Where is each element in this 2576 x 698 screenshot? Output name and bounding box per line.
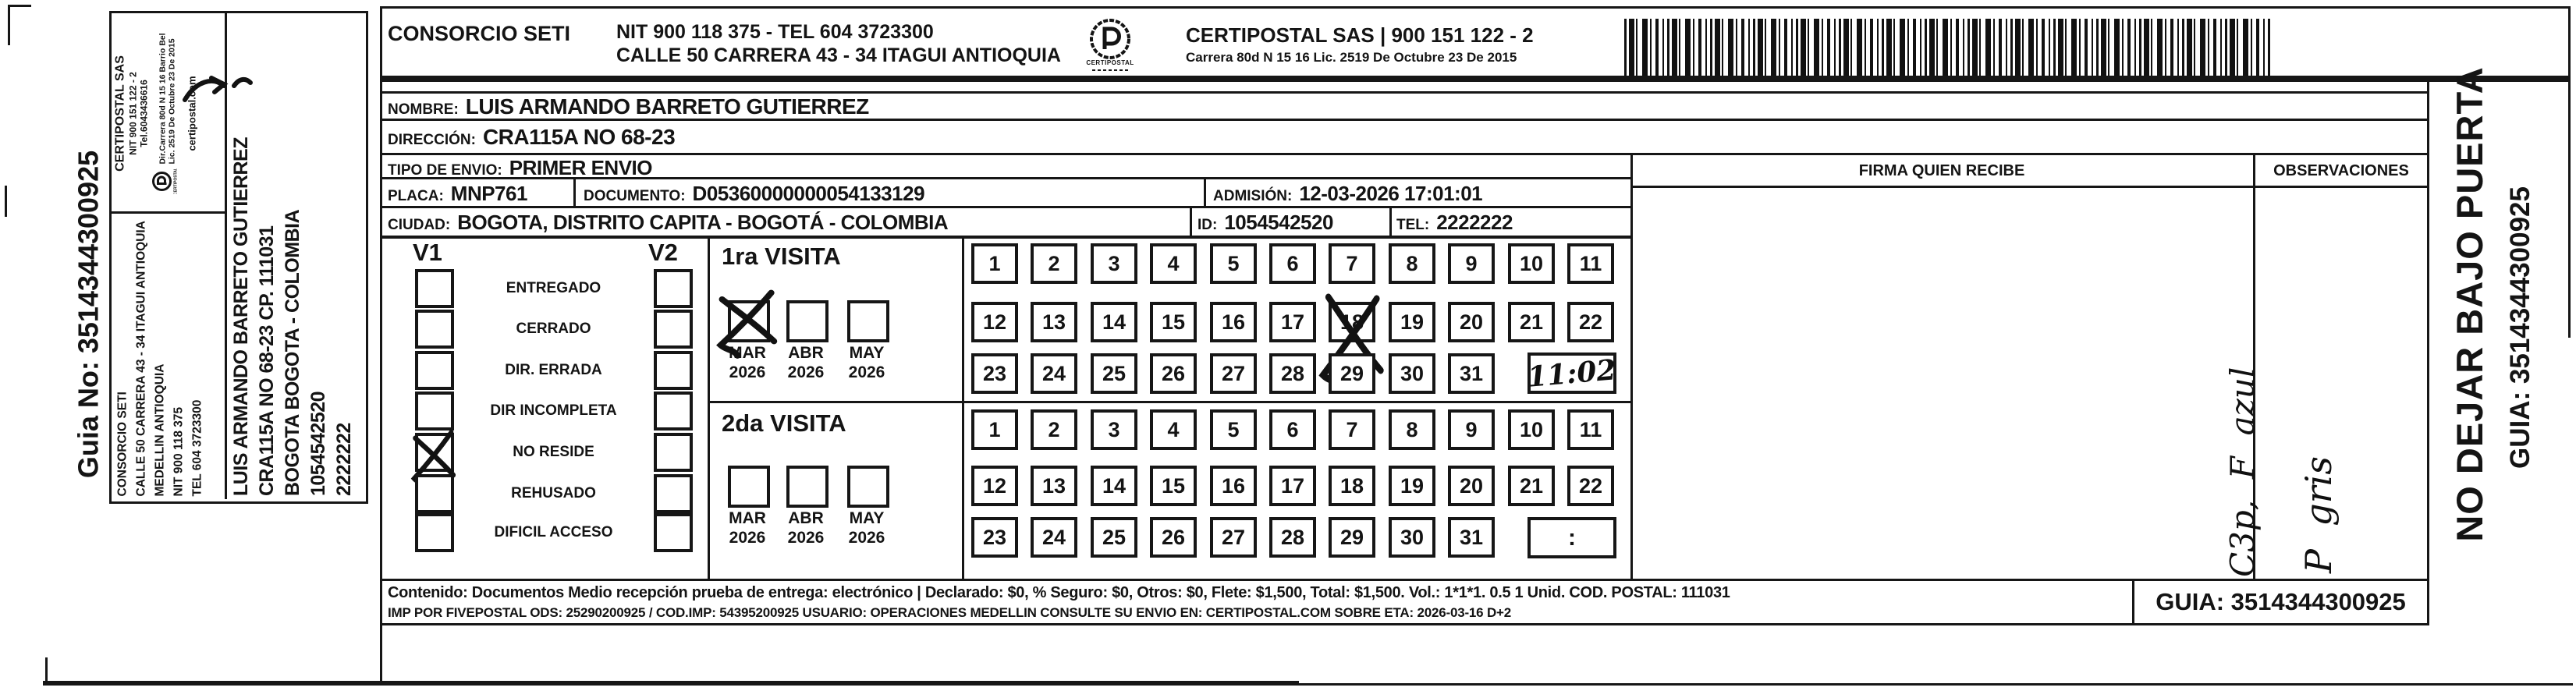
admision-value: 12-03-2026 17:01:01 — [1299, 182, 1483, 205]
decorative — [1213, 182, 1482, 206]
month-checkbox[interactable] — [786, 300, 829, 342]
v1-status-checkbox[interactable] — [415, 269, 454, 308]
day-cell[interactable]: 12 — [971, 466, 1018, 506]
header-company: CONSORCIO SETI — [388, 22, 571, 45]
day-cell[interactable]: 20 — [1448, 466, 1495, 506]
scan-mark — [45, 657, 48, 682]
stub-receiver-line: 1054542520 — [307, 391, 329, 496]
day-cell[interactable]: 13 — [1031, 302, 1077, 342]
decorative — [151, 169, 179, 194]
decorative — [388, 182, 527, 206]
header-logo-caption: CERTIPOSTAL — [1086, 59, 1134, 66]
stub-logo-row — [151, 16, 183, 211]
stub-consorcio-line: TEL 604 3723300 — [190, 399, 204, 497]
day-cell[interactable]: 10 — [1508, 243, 1555, 284]
day-cell[interactable]: 27 — [1210, 353, 1257, 394]
header-address: CALLE 50 CARRERA 43 - 34 ITAGUI ANTIOQUIA — [616, 44, 1061, 66]
day-cell[interactable]: 5 — [1210, 243, 1257, 284]
day-cell[interactable]: 24 — [1031, 517, 1077, 558]
decorative — [1083, 14, 1137, 76]
v1-status-checkbox[interactable] — [415, 310, 454, 349]
stub-receiver-line: 2222222 — [333, 423, 355, 496]
v1-status-checkbox[interactable] — [415, 351, 454, 390]
v2-status-checkbox[interactable] — [654, 474, 693, 513]
divider — [1190, 206, 1192, 238]
decorative — [182, 72, 227, 106]
day-cell[interactable]: 18 — [1329, 302, 1375, 342]
day-cell[interactable]: 31 — [1448, 353, 1495, 394]
day-cell[interactable]: 26 — [1150, 517, 1197, 558]
day-cell[interactable]: 23 — [971, 353, 1018, 394]
day-cell[interactable]: 16 — [1210, 466, 1257, 506]
year-label: 2026 — [848, 529, 885, 547]
ciudad-value: BOGOTA, DISTRITO CAPITA - BOGOTÁ - COLOMBIA — [457, 211, 949, 234]
scan-top-line — [380, 6, 2571, 9]
visit1-time-cell[interactable] — [1528, 353, 1616, 394]
header-right-line2: Carrera 80d N 15 16 Lic. 2519 De Octubre 23 De 2015 — [1186, 50, 1517, 65]
day-cell[interactable]: 4 — [1150, 409, 1197, 450]
day-cell[interactable]: 11 — [1567, 409, 1614, 450]
day-cell[interactable]: 19 — [1389, 466, 1435, 506]
day-cell[interactable]: 2 — [1031, 409, 1077, 450]
decorative — [584, 182, 924, 206]
right-edge-guia-number: GUIA: 3514344300925 — [2505, 186, 2535, 469]
month-label: ABR — [788, 344, 824, 362]
day-cell[interactable]: 30 — [1389, 353, 1435, 394]
certipostal-logo-icon — [1083, 14, 1137, 76]
status-label: DIR. ERRADA — [505, 362, 602, 378]
main-top-border — [380, 76, 2571, 82]
v1-status-checkbox[interactable] — [415, 392, 454, 430]
divider — [380, 153, 2429, 155]
placa-value: MNP761 — [450, 182, 527, 205]
year-label: 2026 — [848, 363, 885, 381]
year-label: 2026 — [729, 529, 766, 547]
footer-guia-number: GUIA: 3514344300925 — [2156, 588, 2406, 615]
stub-certipostal-web: certipostal.com — [186, 76, 198, 151]
status-checklist — [380, 236, 708, 581]
divider — [1630, 153, 1633, 581]
divider — [1204, 177, 1206, 208]
admision-label: ADMISIÓN: — [1213, 188, 1293, 204]
day-cell[interactable]: 10 — [1508, 409, 1555, 450]
decorative — [158, 33, 176, 164]
v1-status-checkbox[interactable] — [415, 474, 454, 513]
month-checkbox[interactable] — [728, 466, 770, 508]
month-checkbox[interactable] — [786, 466, 829, 508]
month-label: MAY — [849, 344, 885, 362]
day-cell[interactable]: 30 — [1389, 517, 1435, 558]
stub-guia-number: Guia No: 3514344300925 — [72, 150, 105, 479]
certipostal-logo-icon — [151, 169, 183, 194]
day-cell[interactable]: 22 — [1567, 302, 1614, 342]
stub-divider — [109, 211, 227, 214]
day-cell[interactable]: 28 — [1269, 517, 1316, 558]
id-value: 1054542520 — [1224, 211, 1333, 234]
visit2-time-cell[interactable] — [1528, 517, 1616, 558]
month-label: ABR — [788, 509, 824, 527]
stub-consorcio-line: MEDELLIN ANTIOQUIA — [153, 363, 167, 497]
year-label: 2026 — [787, 529, 825, 547]
decorative — [232, 75, 252, 89]
scan-mark — [5, 186, 7, 217]
day-cell[interactable]: 14 — [1091, 466, 1137, 506]
visit1-title: 1ra VISITA — [722, 243, 841, 270]
day-cell[interactable]: 19 — [1389, 302, 1435, 342]
day-cell[interactable]: 29 — [1329, 517, 1375, 558]
divider — [380, 623, 2429, 625]
scan-bottom-line — [43, 683, 2573, 686]
status-label: REHUSADO — [511, 485, 596, 501]
day-cell[interactable]: 27 — [1210, 517, 1257, 558]
day-cell[interactable]: 7 — [1329, 243, 1375, 284]
tipo-envio-label: TIPO DE ENVIO: — [388, 162, 502, 179]
divider — [1389, 206, 1392, 238]
month-checkbox[interactable] — [847, 300, 889, 342]
v2-status-checkbox[interactable] — [654, 269, 693, 308]
v1-header: V1 — [413, 239, 442, 266]
direccion-value: CRA115A NO 68-23 — [482, 125, 676, 149]
footer-content-line2: IMP POR FIVEPOSTAL ODS: 25290200925 / COD.IMP: 54395200925 USUARIO: OPERACIONES MEDELLIN CONSULTE SU ENVIO EN: CERTIPOSTAL.COM SOBRE ETA: 2026-03-16 D+2 — [388, 605, 1512, 620]
year-label: 2026 — [729, 363, 766, 381]
status-label: NO RESIDE — [513, 444, 594, 460]
day-cell[interactable]: 9 — [1448, 243, 1495, 284]
status-label: DIFICIL ACCESO — [494, 524, 613, 540]
pen-mark-icon — [182, 72, 227, 106]
decorative — [388, 211, 948, 235]
day-cell[interactable]: 14 — [1091, 302, 1137, 342]
handwritten-note-firma: C3p, F azul — [2223, 367, 2262, 577]
v2-status-checkbox[interactable] — [654, 310, 693, 349]
status-label: CERRADO — [516, 321, 591, 337]
day-cell[interactable]: 24 — [1031, 353, 1077, 394]
day-cell[interactable]: 26 — [1150, 353, 1197, 394]
month-label: MAY — [849, 509, 885, 527]
stub-consorcio-line: CALLE 50 CARRERA 43 - 34 ITAGUI ANTIOQUIA — [134, 221, 148, 497]
header-nit-tel: NIT 900 118 375 - TEL 604 3723300 — [616, 21, 934, 43]
v2-status-checkbox[interactable] — [654, 433, 693, 472]
documento-value: D05360000000054133129 — [692, 182, 925, 205]
day-cell[interactable]: 3 — [1091, 243, 1137, 284]
divider — [380, 206, 1633, 208]
scan-mark — [8, 5, 10, 45]
visit1-section — [708, 238, 962, 401]
divider — [380, 91, 2429, 94]
day-cell[interactable]: 25 — [1091, 353, 1137, 394]
stub-certipostal-name: CERTIPOSTAL SAS — [113, 55, 127, 172]
pen-mark-icon — [232, 75, 252, 89]
day-cell[interactable]: 12 — [971, 302, 1018, 342]
divider — [1630, 186, 2429, 188]
day-cell[interactable]: 17 — [1269, 466, 1316, 506]
stub-receiver-line: BOGOTA BOGOTA - COLOMBIA — [282, 209, 303, 496]
placa-label: PLACA: — [388, 188, 444, 204]
tel-value: 2222222 — [1436, 211, 1513, 234]
month-label: MAR — [729, 509, 766, 527]
observaciones-header: OBSERVACIONES — [2273, 161, 2409, 179]
day-cell[interactable]: 15 — [1150, 466, 1197, 506]
decorative — [1396, 211, 1513, 235]
decorative — [211, 78, 224, 92]
year-label: 2026 — [787, 363, 825, 381]
v2-status-checkbox[interactable] — [654, 351, 693, 390]
ciudad-label: CIUDAD: — [388, 217, 451, 233]
day-cell[interactable]: 6 — [1269, 409, 1316, 450]
day-cell[interactable]: 13 — [1031, 466, 1077, 506]
decorative — [388, 94, 869, 119]
tipo-envio-value: PRIMER ENVIO — [509, 156, 652, 179]
decorative — [154, 173, 171, 190]
visit2-time-value: : — [1568, 524, 1576, 551]
stub-certipostal-dir: Dir.Carrera 80d N 15 16 Barrio Bel — [158, 33, 167, 165]
stub-certipostal-nit: NIT 900 151 122 - 2 — [127, 72, 139, 155]
day-cell[interactable]: 3 — [1091, 409, 1137, 450]
stub-certipostal-lic: Lic. 2519 De Octubre 23 De 2015 — [167, 38, 176, 165]
barcode — [1624, 19, 2272, 76]
stub-receiver-line: LUIS ARMANDO BARRETO GUTIERREZ — [230, 137, 252, 496]
v2-status-checkbox[interactable] — [654, 392, 693, 430]
day-cell[interactable]: 8 — [1389, 243, 1435, 284]
stub-consorcio-block — [114, 218, 224, 497]
day-cell[interactable]: 29 — [1329, 353, 1375, 394]
firma-header: FIRMA QUIEN RECIBE — [1858, 161, 2025, 179]
footer-content-line1: Contenido: Documentos Medio recepción prueba de entrega: electrónico | Declarado: $0, % Seguro: $0, Otros: $0, Flete: $1,500, Total: $1,500. Vol.: 1*1*1. 0.5 1 Unid. COD. POSTAL: 111031 — [388, 584, 1730, 601]
decorative — [388, 125, 675, 150]
divider — [573, 177, 576, 208]
day-cell[interactable]: 21 — [1508, 302, 1555, 342]
day-cell[interactable]: 1 — [971, 243, 1018, 284]
day-cell[interactable]: 18 — [1329, 466, 1375, 506]
day-cell[interactable]: 25 — [1091, 517, 1137, 558]
day-cell[interactable]: 6 — [1269, 243, 1316, 284]
day-cell[interactable]: 21 — [1508, 466, 1555, 506]
v2-header: V2 — [648, 239, 678, 266]
direccion-label: DIRECCIÓN: — [388, 132, 476, 148]
day-cell[interactable]: 11 — [1567, 243, 1614, 284]
stub-certipostal-tel: Tel.6043436616 — [138, 80, 150, 147]
status-label: DIR INCOMPLETA — [490, 402, 617, 419]
nombre-label: NOMBRE: — [388, 101, 459, 118]
day-cell[interactable]: 22 — [1567, 466, 1614, 506]
day-cell[interactable]: 9 — [1448, 409, 1495, 450]
day-cell[interactable]: 28 — [1269, 353, 1316, 394]
day-cell[interactable]: 20 — [1448, 302, 1495, 342]
visit2-title: 2da VISITA — [722, 409, 846, 437]
day-cell[interactable]: 31 — [1448, 517, 1495, 558]
decorative — [1091, 20, 1129, 58]
day-cell[interactable]: 23 — [971, 517, 1018, 558]
day-cell[interactable]: 4 — [1150, 243, 1197, 284]
day-cell[interactable]: 15 — [1150, 302, 1197, 342]
decorative — [158, 177, 167, 184]
stub-consorcio-line: CONSORCIO SETI — [115, 392, 130, 497]
day-cell[interactable]: 8 — [1389, 409, 1435, 450]
day-cell[interactable]: 17 — [1269, 302, 1316, 342]
day-cell[interactable]: 16 — [1210, 302, 1257, 342]
day-cell[interactable]: 1 — [971, 409, 1018, 450]
no-dejar-bajo-puerta-warning: NO DEJAR BAJO PUERTA — [2448, 66, 2490, 542]
stub-consorcio-line: NIT 900 118 375 — [172, 406, 186, 497]
visit1-time-handwritten: 11:02 — [1526, 353, 1618, 394]
tel-label: TEL: — [1396, 217, 1430, 233]
decorative — [1198, 211, 1333, 235]
decorative — [388, 156, 652, 180]
stub-receiver-line: CRA115A NO 68-23 CP. 111031 — [256, 225, 278, 496]
id-label: ID: — [1198, 217, 1218, 233]
nombre-value: LUIS ARMANDO BARRETO GUTIERREZ — [465, 94, 869, 119]
header-right-line1: CERTIPOSTAL SAS | 900 151 122 - 2 — [1186, 23, 1534, 47]
decorative: CERTIPOSTAL — [173, 168, 179, 194]
handwritten-note-observaciones: P gris — [2297, 456, 2340, 573]
scan-right-line — [2568, 6, 2571, 338]
month-checkbox[interactable] — [847, 466, 889, 508]
documento-label: DOCUMENTO: — [584, 188, 686, 204]
month-checkbox[interactable] — [728, 300, 770, 342]
status-label: ENTREGADO — [506, 280, 601, 296]
v1-status-checkbox[interactable] — [415, 433, 454, 472]
scan-mark — [8, 5, 31, 7]
decorative — [234, 80, 250, 86]
stub-certipostal-block — [114, 16, 224, 211]
day-cell[interactable]: 7 — [1329, 409, 1375, 450]
visit2-section — [708, 403, 962, 572]
day-cell[interactable]: 5 — [1210, 409, 1257, 450]
v2-status-checkbox[interactable] — [654, 513, 693, 552]
decorative — [1105, 29, 1119, 49]
v1-status-checkbox[interactable] — [415, 513, 454, 552]
month-label: MAR — [729, 344, 766, 362]
day-cell[interactable]: 2 — [1031, 243, 1077, 284]
